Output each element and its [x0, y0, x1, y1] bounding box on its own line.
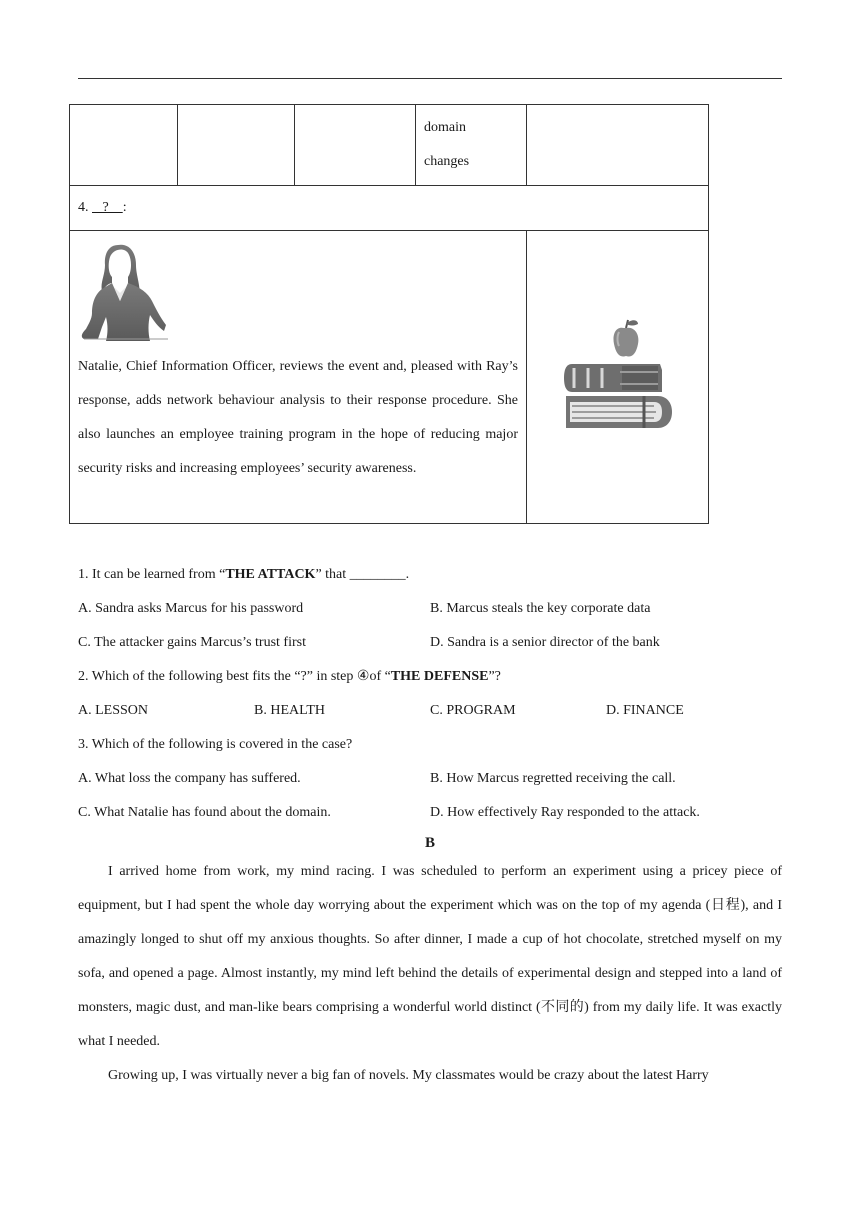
step4-colon: :	[122, 200, 127, 215]
question-3-options-row-1	[78, 762, 782, 796]
books-apple-icon	[562, 316, 674, 434]
books-cell	[527, 231, 709, 524]
natalie-cell	[70, 231, 527, 524]
table-cell	[527, 105, 709, 186]
option-1a[interactable]: A. Sandra asks Marcus for his password	[78, 601, 304, 616]
question-3-stem: 3. Which of the following is covered in the case?	[78, 737, 353, 752]
option-2b[interactable]: B. HEALTH	[254, 703, 326, 718]
question-1-options-row-1	[78, 592, 782, 626]
option-3d[interactable]: D. How effectively Ray responded to the attack.	[430, 805, 700, 820]
question-2-text-a: 2. Which of the following best fits the “?” in step ④of “	[78, 669, 391, 684]
question-2-stem	[78, 660, 782, 694]
option-1c[interactable]: C. The attacker gains Marcus’s trust first	[78, 635, 306, 650]
question-1-options-row-2	[78, 626, 782, 660]
table-cell	[295, 105, 416, 186]
table-cell	[178, 105, 295, 186]
question-1-stem	[78, 558, 782, 592]
option-2d[interactable]: D. FINANCE	[606, 703, 684, 718]
question-1-text-a: 1. It can be learned from “	[78, 567, 226, 582]
changes-text: changes	[424, 154, 470, 169]
header-rule	[78, 78, 782, 79]
option-3c[interactable]: C. What Natalie has found about the domain.	[78, 805, 331, 820]
step4-blank: ?	[92, 200, 123, 215]
step4-cell	[70, 186, 709, 231]
step4-number: 4.	[78, 200, 89, 215]
option-2a[interactable]: A. LESSON	[78, 703, 149, 718]
question-3-options-row-2	[78, 796, 782, 830]
section-b-heading: B	[424, 835, 435, 851]
table-row	[70, 231, 709, 524]
step4-heading	[70, 186, 708, 230]
option-1b[interactable]: B. Marcus steals the key corporate data	[430, 601, 651, 616]
question-2-keyword: THE DEFENSE	[390, 669, 489, 684]
option-1d[interactable]: D. Sandra is a senior director of the bank	[430, 635, 660, 650]
questions-section	[78, 558, 782, 830]
table-row	[70, 186, 709, 231]
table-row	[70, 105, 709, 186]
section-b-passage	[78, 855, 782, 1093]
question-2-text-b: ”?	[488, 669, 501, 684]
question-1-keyword: THE ATTACK	[225, 567, 316, 582]
table-cell	[70, 105, 178, 186]
question-1-text-b: ” that ________.	[315, 567, 410, 582]
option-2c[interactable]: C. PROGRAM	[430, 703, 516, 718]
passage-paragraph-2: Growing up, I was virtually never a big fan of novels. My classmates would be crazy about the latest Harry	[108, 1068, 709, 1083]
option-3b[interactable]: B. How Marcus regretted receiving the call.	[430, 771, 676, 786]
businesswoman-silhouette-icon	[78, 239, 170, 343]
passage-paragraph-1: I arrived home from work, my mind racing. I was scheduled to perform an experiment using a pricey piece of equipment, but I had spent the whole day worrying about the experiment which was on the top of my agenda (日程), and I amazingly longed to shut off my anxious thoughts. So after dinner, I made a cup of hot chocolate, stretched myself on my sofa, and opened a page. Almost instantly, my mind left behind the details of experimental design and stepped into a land of monsters, magic dust, and man-like bears comprising a wonderful world distinct (不同的) from my daily life. It was exactly what I needed.	[78, 864, 782, 1049]
question-2-options-row	[78, 694, 782, 728]
natalie-paragraph: Natalie, Chief Information Officer, reviews the event and, pleased with Ray’s response, adds network behaviour analysis to their response procedure. She also launches an employee training program in the hope of reducing major security risks and increasing employees’ security awareness.	[78, 359, 518, 476]
domain-text: domain	[424, 120, 466, 135]
domain-changes-cell	[416, 105, 527, 186]
case-table	[69, 104, 709, 524]
option-3a[interactable]: A. What loss the company has suffered.	[78, 771, 301, 786]
